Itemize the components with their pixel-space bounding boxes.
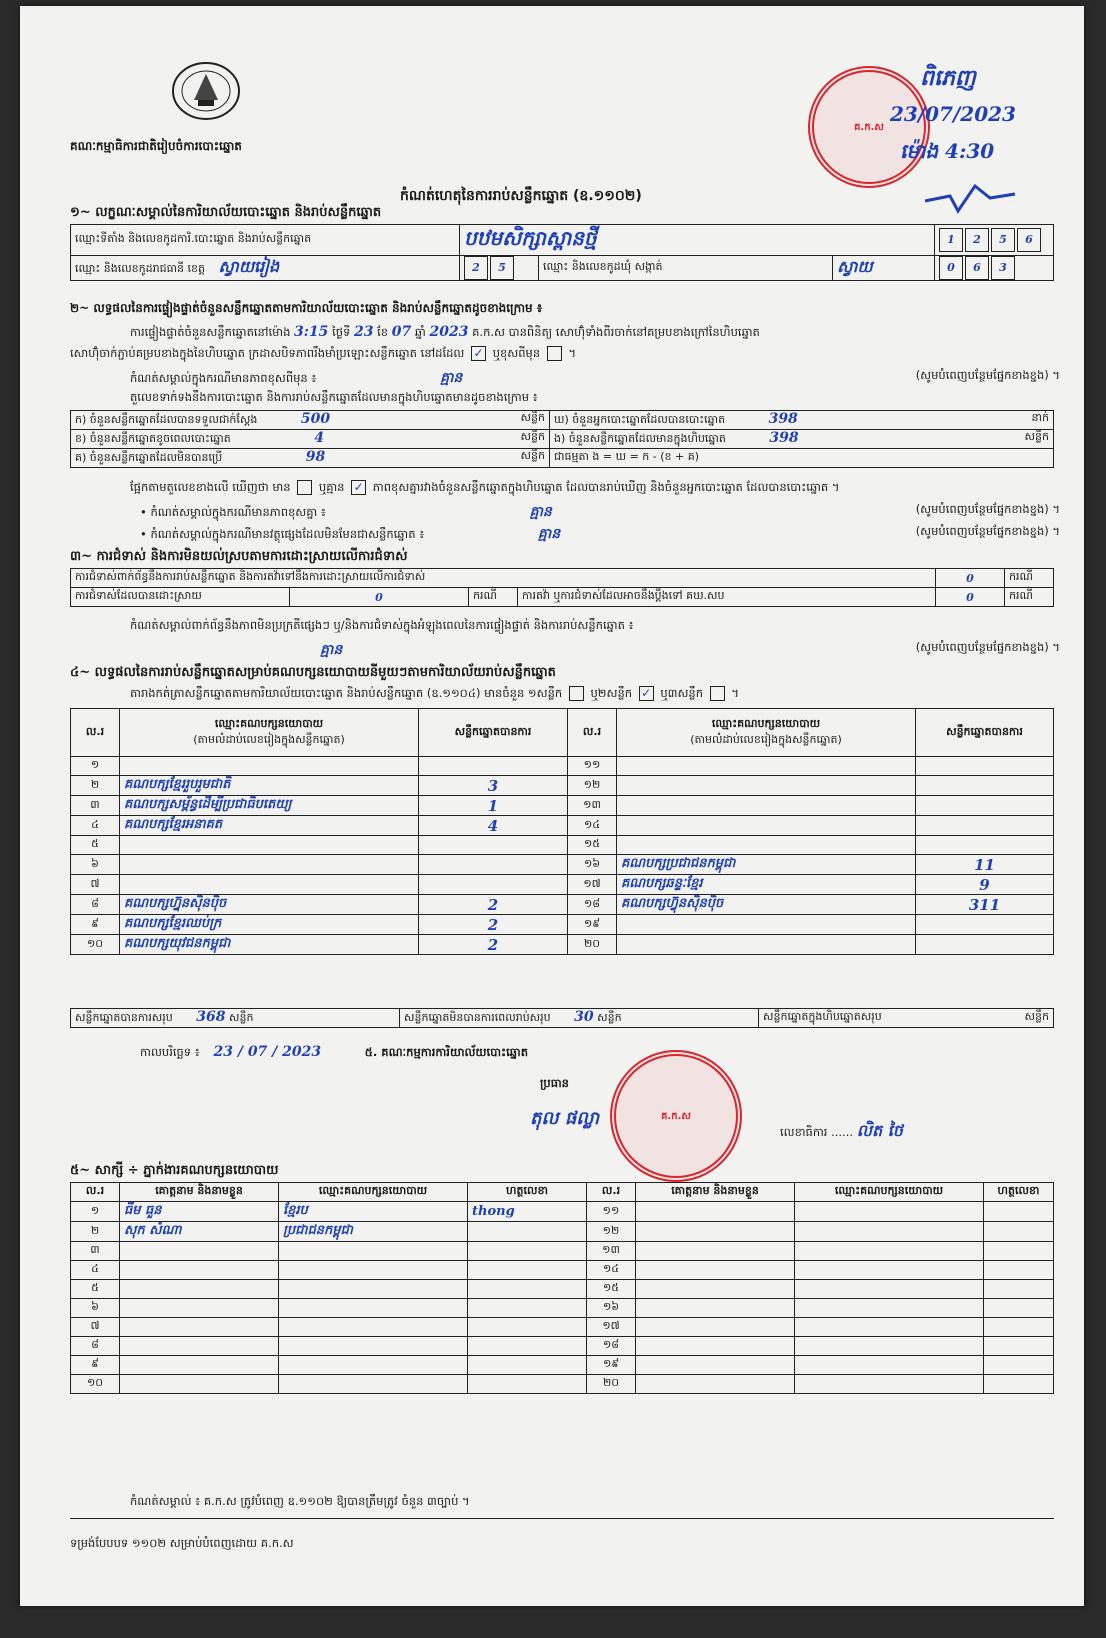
witness-signature: [984, 1202, 1054, 1222]
witness-table: ល.រ គោត្តនាម និងនាមខ្លួន ឈ្មោះគណបក្សនយោបាយ ហត្ថលេខា ល.រ គោត្តនាម និងនាមខ្លួន ឈ្មោះគណបក្សនយោបាយ ហត្ថលេខា ១ ធីម ធួន ខ្មែរប thong ១១ ២ សុក សំណា ប្រជាជនកម្ពុជា ១២ ៣ ១៣ ៤ ១៤ ៥ ១៥ ៦ ១៦ ៧ ១៧ ៨ ១៨ ៩ ១៩ ១០ ២០: [70, 1182, 1054, 1394]
annotation-date: 23/07/2023: [890, 102, 1016, 126]
fill-hint: (សូមបំពេញបន្ថែមផ្នែកខាងខ្នង) ។: [915, 368, 1060, 382]
row-no: ១៩: [568, 915, 617, 935]
row-no: ១១: [568, 757, 617, 776]
witness-signature: [984, 1375, 1054, 1394]
chair-label: ប្រធាន: [540, 1076, 569, 1090]
table-row: [71, 1202, 1054, 1222]
witness-signature: [984, 1261, 1054, 1280]
row-no: ២: [71, 776, 120, 796]
table-row: [71, 935, 1054, 955]
table-row: [71, 915, 1054, 935]
table-row: [71, 1261, 1054, 1280]
witness-party: [795, 1375, 984, 1394]
sheets-line: តារាងកត់ត្រាសន្លឹកឆ្នោតតាមការិយាល័យបោះឆ្នោត និងរាប់សន្លឹកឆ្នោត (ឧ.១១០៤) មានចំនួន ១សន្លឹក ឬ២សន្លឹក ✓ ឬ៣សន្លឹក ។: [130, 686, 739, 700]
row-no: ១២: [587, 1222, 636, 1242]
party-name: គណបក្សសម្ព័ន្ធដើម្បីប្រជាធិបតេយ្យ: [120, 796, 419, 816]
witness-name: [120, 1261, 279, 1280]
witness-signature: [468, 1375, 587, 1394]
table-row: [71, 1337, 1054, 1356]
three-sheet-checkbox[interactable]: [710, 686, 725, 701]
party-name: គណបក្សខ្មែរឈប់ក្រ: [120, 915, 419, 935]
row-no: ៥: [71, 836, 120, 855]
section5-title: ៥~ សាក្សី ÷ ភ្នាក់ងារគណបក្សនយោបាយ: [70, 1163, 279, 1178]
row-no: ១៥: [587, 1280, 636, 1299]
witness-party: [795, 1299, 984, 1318]
witness-name: [636, 1242, 795, 1261]
official-seal-bottom: គ.ក.ស: [610, 1050, 742, 1182]
bullet-diff: • កំណត់សម្គាល់ក្នុងករណីមានភាពខុសគ្នា ៖ គ្មាន (សូមបំពេញបន្ថែមផ្នែកខាងខ្នង) ។: [140, 502, 1060, 520]
party-name: គណបក្សហ៊្វុនស៊ិនប៉ិច: [617, 895, 916, 915]
committee-label: ៥. គណៈកម្មការការិយាល័យបោះឆ្នោត: [364, 1045, 528, 1059]
party-name: [617, 836, 916, 855]
resolved-label: ការជំទាស់ដែលបានដោះស្រាយ: [71, 588, 290, 607]
form-note: ទម្រង់បែបបទ ១១០២ សម្រាប់បំពេញដោយ គ.ក.ស: [70, 1536, 294, 1550]
row-no: ១៣: [587, 1242, 636, 1261]
appeal-label: ការតវ៉ា ឬការជំទាស់ដែលអាចនឹងប្តឹងទៅ គឃ.សប: [518, 588, 936, 607]
witness-party: [279, 1318, 468, 1337]
witness-party: [279, 1280, 468, 1299]
witness-signature: [468, 1280, 587, 1299]
row-no: ១១: [587, 1202, 636, 1222]
witness-party: [279, 1299, 468, 1318]
table-row: [71, 776, 1054, 796]
witness-party: [279, 1261, 468, 1280]
witness-name: [120, 1299, 279, 1318]
witness-name: សុក សំណា: [120, 1222, 279, 1242]
party-votes: [419, 855, 568, 875]
witness-name: [120, 1375, 279, 1394]
count-row-b: ខ) ចំនួនសន្លឹកឆ្នោតខូចពេលបោះឆ្នោត 4 សន្លឹក: [71, 430, 550, 449]
objection-total-label: ការជំទាស់ពាក់ព័ន្ធនឹងការរាប់សន្លឹកឆ្នោត និងការតវ៉ាទៅនឹងការដោះស្រាយលើការជំទាស់: [71, 569, 936, 588]
row-no: ១៣: [568, 796, 617, 816]
bullet-other: • កំណត់សម្គាល់ក្នុងករណីមានវត្ថុផ្សេងដែលមិនមែនជាសន្លឹកឆ្នោត ៖ គ្មាន (សូមបំពេញបន្ថែមផ្នែកខាងខ្នង) ។: [140, 524, 1060, 542]
witness-party: ខ្មែរប: [279, 1202, 468, 1222]
party-name: [617, 776, 916, 796]
witness-party: [795, 1337, 984, 1356]
diff-no-checkbox[interactable]: ✓: [351, 480, 366, 495]
witness-signature: [468, 1222, 587, 1242]
table-row: [71, 895, 1054, 915]
party-name: [120, 757, 419, 776]
verify-time-line: ការផ្ទៀងផ្ទាត់ចំនួនសន្លឹកឆ្នោតនៅម៉ោង 3:15 ថ្ងៃទី 23 ខែ 07 ឆ្នាំ 2023 គ.ក.ស បានពិនិត្យ សោហ៊ុំទាំងពីរចាក់នៅគម្របខាងក្រៅនៃហិបឆ្នោត: [130, 324, 760, 340]
diff-yes-checkbox[interactable]: [297, 480, 312, 495]
appeal-value: 0: [936, 588, 1005, 607]
one-sheet-checkbox[interactable]: [569, 686, 584, 701]
row-no: ១៥: [568, 836, 617, 855]
count-intro: តួលេខទាក់ទងនឹងការបោះឆ្នោត និងការរាប់សន្លឹកឆ្នោតដែលមានក្នុងហិបឆ្នោតមានដូចខាងក្រោម ៖: [130, 390, 538, 404]
province-value: ស្វាយរៀង: [218, 257, 280, 276]
witness-signature: [984, 1222, 1054, 1242]
witness-name: ធីម ធួន: [120, 1202, 279, 1222]
total-valid: 368: [196, 1009, 226, 1025]
party-votes: [916, 757, 1054, 776]
verify-month: 07: [391, 324, 412, 340]
annotation-top: ពិភេញ: [920, 65, 976, 91]
diff-note-value: គ្មាន: [440, 370, 463, 386]
irregularity-note: កំណត់សម្គាល់ពាក់ព័ន្ធនឹងភាពមិនប្រក្រតីផ្សេងៗ ឬ/និងការជំទាស់ក្នុងអំឡុងពេលនៃការផ្ទៀងផ្ទាត់ និងការរាប់សន្លឹកឆ្នោត ៖: [130, 618, 634, 632]
party-votes: [916, 915, 1054, 935]
witness-party: [795, 1356, 984, 1375]
table-row: [71, 816, 1054, 836]
code-digit: 2: [965, 228, 989, 252]
province-digit: 2: [464, 256, 488, 280]
party-votes: 11: [916, 855, 1054, 875]
party-name: [617, 757, 916, 776]
row-no: ៨: [71, 895, 120, 915]
table-row: [71, 855, 1054, 875]
org-name: គណៈកម្មាធិការជាតិរៀបចំការបោះឆ្នោត: [70, 139, 242, 153]
party-name: [120, 855, 419, 875]
location-label: ឈ្មោះទីតាំង និងលេខកូដការិ.បោះឆ្នោត និងរាប់សន្លឹកឆ្នោត: [71, 225, 460, 256]
witness-party: [279, 1375, 468, 1394]
party-votes: 2: [419, 915, 568, 935]
seal-line: សោហ៊ុំចាក់ភ្ជាប់គម្របខាងក្នុងនៃហិបឆ្នោត ក្រដាសបិទភាពរឹងមាំប្រឡោះសន្លឹកឆ្នោត នៅដដែល ✓ ឬខុសពីមុន ។: [70, 346, 577, 360]
witness-signature: [468, 1261, 587, 1280]
row-no: ២០: [568, 935, 617, 955]
secretary-label: លេខាធិការ ...... លិត ថៃ: [780, 1121, 903, 1140]
party-votes: 2: [419, 895, 568, 915]
party-name: [617, 816, 916, 836]
received-ballots: 500: [300, 411, 331, 427]
totals-table: សន្លឹកឆ្នោតបានការសរុប 368 សន្លឹក សន្លឹកឆ្នោតមិនបានការពេលរាប់សរុប 30 សន្លឹក សន្លឹកឆ្នោតក្នុងហិបឆ្នោតសរុប សន្លឹក: [70, 1008, 1054, 1028]
same-checkbox[interactable]: ✓: [471, 346, 486, 361]
party-name: គណបក្សប្រជាជនកម្ពុជា: [617, 855, 916, 875]
witness-signature: [984, 1356, 1054, 1375]
row-no: ១២: [568, 776, 617, 796]
witness-party: [279, 1242, 468, 1261]
witness-signature: [468, 1299, 587, 1318]
row-no: ១៩: [587, 1356, 636, 1375]
party-votes: [916, 836, 1054, 855]
party-name: [120, 875, 419, 895]
witness-signature: [468, 1337, 587, 1356]
witness-name: [120, 1242, 279, 1261]
row-no: ១០: [71, 935, 120, 955]
objection-total: 0: [936, 569, 1005, 588]
row-no: ៣: [71, 1242, 120, 1261]
form-title: កំណត់ហេតុនៃការរាប់សន្លឹកឆ្នោត (ឧ.១១០២): [400, 188, 642, 204]
section1-title: ១~ លក្ខណៈសម្គាល់នៃការិយាល័យបោះឆ្នោត និងរាប់សន្លឹកឆ្នោត: [70, 205, 382, 220]
row-no: ៥: [71, 1280, 120, 1299]
party-votes: 4: [419, 816, 568, 836]
location-cell: [460, 225, 935, 256]
table-row: [71, 1356, 1054, 1375]
party-votes: [916, 935, 1054, 955]
irregularity-line: គ្មាន (សូមបំពេញបន្ថែមផ្នែកខាងខ្នង) ។: [320, 640, 1060, 658]
witness-party: [795, 1318, 984, 1337]
table-row: [71, 1242, 1054, 1261]
row-no: ៩: [71, 1356, 120, 1375]
row-no: ៦: [71, 1299, 120, 1318]
row-no: ៣: [71, 796, 120, 816]
ballots-in-box: 398: [769, 430, 799, 446]
party-name: គណបក្សឆន្ទៈខ្មែរ: [617, 875, 916, 895]
witness-party: [279, 1356, 468, 1375]
section4-title: ៤~ លទ្ធផលនៃការរាប់សន្លឹកឆ្នោតសម្រាប់គណបក្សនយោបាយនីមួយៗតាមការិយាល័យរាប់សន្លឹកឆ្នោត: [70, 665, 556, 680]
party-votes: [419, 757, 568, 776]
party-votes: 1: [419, 796, 568, 816]
party-votes: [916, 776, 1054, 796]
table-row: [71, 796, 1054, 816]
table-row: [71, 836, 1054, 855]
witness-signature: [984, 1299, 1054, 1318]
party-name: គណបក្សហ្វ៊ុនស៊ិនប៉ិច: [120, 895, 419, 915]
annotation-signature: [920, 176, 1020, 220]
witness-name: [636, 1318, 795, 1337]
witness-party: [795, 1222, 984, 1242]
witness-name: [636, 1222, 795, 1242]
province-digit: 5: [490, 256, 514, 280]
party-votes: [916, 796, 1054, 816]
formula: ជាធម្មតា ង = ឃ = ក - (ខ + គ): [550, 449, 1054, 468]
party-votes: 9: [916, 875, 1054, 895]
row-no: ២០: [587, 1375, 636, 1394]
commune-value: ស្វាយ: [837, 257, 873, 276]
commune-code: [935, 256, 1054, 281]
row-no: ១០: [71, 1375, 120, 1394]
witness-name: [120, 1356, 279, 1375]
party-name: [617, 935, 916, 955]
row-no: ១: [71, 1202, 120, 1222]
table-row: [71, 875, 1054, 895]
witness-name: [636, 1299, 795, 1318]
table-row: [71, 1222, 1054, 1242]
row-no: ១៨: [587, 1337, 636, 1356]
row-no: ២: [71, 1222, 120, 1242]
results-table: ល.រ ឈ្មោះគណបក្សនយោបាយ (តាមលំដាប់លេខរៀងក្នុងសន្លឹកឆ្នោត) សន្លឹកឆ្នោតបានការ ល.រ ឈ្មោះគណបក្សនយោបាយ (តាមលំដាប់លេខរៀងក្នុងសន្លឹកឆ្នោត) សន្លឹកឆ្នោតបានការ ១ ១១ ២ គណបក្សខ្មែររួបរួមជាតិ 3 ១២ ៣ គណបក្សសម្ព័ន្ធដើម្បីប្រជាធិបតេយ្យ 1 ១៣ ៤ គណបក្សខ្មែរអនាគត 4 ១៤ ៥ ១៥ ៦ ១៦ គណបក្សប្រជាជនកម្ពុជា 11 ៧ ១៧ គណបក្សឆន្ទៈខ្មែរ 9 ៨ គណបក្សហ្វ៊ុនស៊ិនប៉ិច 2 ១៨ គណបក្សហ៊្វុនស៊ិនប៉ិច 311 ៩ គណបក្សខ្មែរឈប់ក្រ 2 ១៩ ១០ គណបក្សយុវជនកម្ពុជា 2 ២០: [70, 708, 1054, 955]
count-row-a: ក) ចំនួនសន្លឹកឆ្នោតដែលបានទទួលជាក់ស្តែង 500 សន្លឹក: [71, 411, 550, 430]
diff-note-line: កំណត់សម្គាល់ក្នុងករណីមានភាពខុសពីមុន ៖ គ្មាន (សូមបំពេញបន្ថែមផ្នែកខាងខ្នង) ។: [130, 368, 1060, 386]
table-row: [71, 1299, 1054, 1318]
section2-title: ២~ លទ្ធផលនៃការផ្ទៀងផ្ទាត់ចំនួនសន្លឹកឆ្នោតតាមការិយាល័យបោះឆ្នោត និងរាប់សន្លឹកឆ្នោតដូចខាងក្រោម ៖: [70, 301, 543, 315]
row-no: ១៦: [587, 1299, 636, 1318]
code-digit: 6: [1017, 228, 1041, 252]
row-no: ១៧: [568, 875, 617, 895]
witness-name: [120, 1280, 279, 1299]
witness-signature: [468, 1356, 587, 1375]
verify-day: 23: [354, 324, 374, 340]
row-no: ១៧: [587, 1318, 636, 1337]
witness-name: [636, 1375, 795, 1394]
witness-name: [636, 1280, 795, 1299]
party-name: [617, 796, 916, 816]
party-name: គណបក្សខ្មែររួបរួមជាតិ: [120, 776, 419, 796]
party-name: គណបក្សខ្មែរអនាគត: [120, 816, 419, 836]
province-label: ឈ្មោះ និងលេខកូដរាជធានី ខេត្ត ស្វាយរៀង: [71, 256, 460, 281]
official-seal-top: គ.ក.ស: [808, 66, 930, 188]
party-name: [120, 836, 419, 855]
count-row-d: ឃ) ចំនួនអ្នកបោះឆ្នោតដែលបានបោះឆ្នោត 398 នាក់: [550, 411, 1054, 430]
table-row: [71, 757, 1054, 776]
row-no: ៦: [71, 855, 120, 875]
party-votes: 2: [419, 935, 568, 955]
witness-name: [636, 1356, 795, 1375]
row-no: ១៤: [587, 1261, 636, 1280]
report-date: 23 / 07 / 2023: [213, 1044, 322, 1060]
resolved-value: 0: [290, 588, 469, 607]
province-code: [460, 256, 539, 281]
witness-name: [636, 1337, 795, 1356]
commune-cell: [833, 256, 935, 281]
footnote: កំណត់សម្គាល់ ៖ គ.ក.ស ត្រូវបំពេញ ឧ.១១០២ ឱ្យបានត្រឹមត្រូវ ចំនួន ៣ច្បាប់ ។: [130, 1494, 470, 1508]
witness-party: [279, 1337, 468, 1356]
row-no: ៧: [71, 875, 120, 895]
row-no: ១៤: [568, 816, 617, 836]
row-no: ៨: [71, 1337, 120, 1356]
witness-party: [795, 1242, 984, 1261]
witness-signature: [984, 1318, 1054, 1337]
commune-label: ឈ្មោះ និងលេខកូដឃុំ សង្កាត់: [539, 256, 833, 281]
row-no: ៧: [71, 1318, 120, 1337]
row-no: ៤: [71, 816, 120, 836]
row-no: ១៦: [568, 855, 617, 875]
changed-checkbox[interactable]: [547, 346, 562, 361]
witness-signature: [984, 1280, 1054, 1299]
count-row-e: ង) ចំនួនសន្លឹកឆ្នោតដែលមានក្នុងហិបឆ្នោត 398 សន្លឹក: [550, 430, 1054, 449]
spoiled-ballots: 4: [314, 430, 325, 446]
location-value: បឋមសិក្សាស្ពានថ្មី: [464, 226, 597, 250]
count-row-c: គ) ចំនួនសន្លឹកឆ្នោតដែលមិនបានប្រើ 98 សន្លឹក: [71, 449, 550, 468]
row-no: ៤: [71, 1261, 120, 1280]
party-name: [617, 915, 916, 935]
count-table: [70, 410, 1054, 468]
witness-name: [636, 1202, 795, 1222]
witness-party: ប្រជាជនកម្ពុជា: [279, 1222, 468, 1242]
witness-name: [120, 1318, 279, 1337]
commune-digit: 3: [991, 256, 1015, 280]
row-no: ១៨: [568, 895, 617, 915]
code-digit: 5: [991, 228, 1015, 252]
secretary-signature: លិត ថៃ: [856, 1121, 903, 1140]
witness-signature: [468, 1318, 587, 1337]
annotation-time: ម៉ោង 4:30: [900, 139, 995, 163]
commune-digit: 0: [939, 256, 963, 280]
party-votes: 3: [419, 776, 568, 796]
table-row: [71, 1318, 1054, 1337]
party-votes: [916, 816, 1054, 836]
objection-table: ការជំទាស់ពាក់ព័ន្ធនឹងការរាប់សន្លឹកឆ្នោត និងការតវ៉ាទៅនឹងការដោះស្រាយលើការជំទាស់ 0 ករណី ការជំទាស់ដែលបានដោះស្រាយ 0 ករណី ការតវ៉ា ឬការជំទាស់ដែលអាចនឹងប្តឹងទៅ គឃ.សប 0 ករណី: [70, 568, 1054, 607]
witness-name: [636, 1261, 795, 1280]
witness-signature: [468, 1242, 587, 1261]
total-invalid: 30: [574, 1009, 594, 1025]
verify-time: 3:15: [294, 324, 329, 340]
witness-signature: [984, 1337, 1054, 1356]
table-row: [71, 1280, 1054, 1299]
row-no: ១: [71, 757, 120, 776]
witness-party: [795, 1202, 984, 1222]
table-row: [71, 1375, 1054, 1394]
row-no: ៩: [71, 915, 120, 935]
chair-signature: តុល ផល្លា: [530, 1108, 600, 1129]
commune-digit: 6: [965, 256, 989, 280]
party-votes: 311: [916, 895, 1054, 915]
emblem-logo: [170, 60, 242, 122]
witness-signature: [984, 1242, 1054, 1261]
section1-table: [70, 224, 1054, 281]
unused-ballots: 98: [305, 449, 326, 465]
date-line: កាលបរិច្ឆេទ ៖ 23 / 07 / 2023 ៥. គណៈកម្មការការិយាល័យបោះឆ្នោត: [140, 1044, 528, 1060]
witness-signature: thong: [468, 1202, 587, 1222]
party-name: គណបក្សយុវជនកម្ពុជា: [120, 935, 419, 955]
witness-name: [120, 1337, 279, 1356]
witness-party: [795, 1280, 984, 1299]
party-votes: [419, 875, 568, 895]
form-sheet: [20, 6, 1084, 1606]
two-sheet-checkbox[interactable]: ✓: [639, 686, 654, 701]
verify-year: 2023: [429, 324, 469, 340]
voters-count: 398: [768, 411, 798, 427]
section3-title: ៣~ ការជំទាស់ និងការមិនយល់ស្របតាមការដោះស្រាយលើការជំទាស់: [70, 549, 408, 564]
party-votes: [419, 836, 568, 855]
location-code: [935, 225, 1054, 256]
compare-line: ផ្អែកតាមតួលេខខាងលើ ឃើញថា មាន ឬគ្មាន ✓ ភាពខុសគ្នារវាងចំនួនសន្លឹកឆ្នោតក្នុងហិបឆ្នោត ដែលបានរាប់ឃើញ និងចំនួនអ្នកបោះឆ្នោត ដែលបានបោះឆ្នោត ។: [130, 480, 840, 494]
code-digit: 1: [939, 228, 963, 252]
witness-party: [795, 1261, 984, 1280]
